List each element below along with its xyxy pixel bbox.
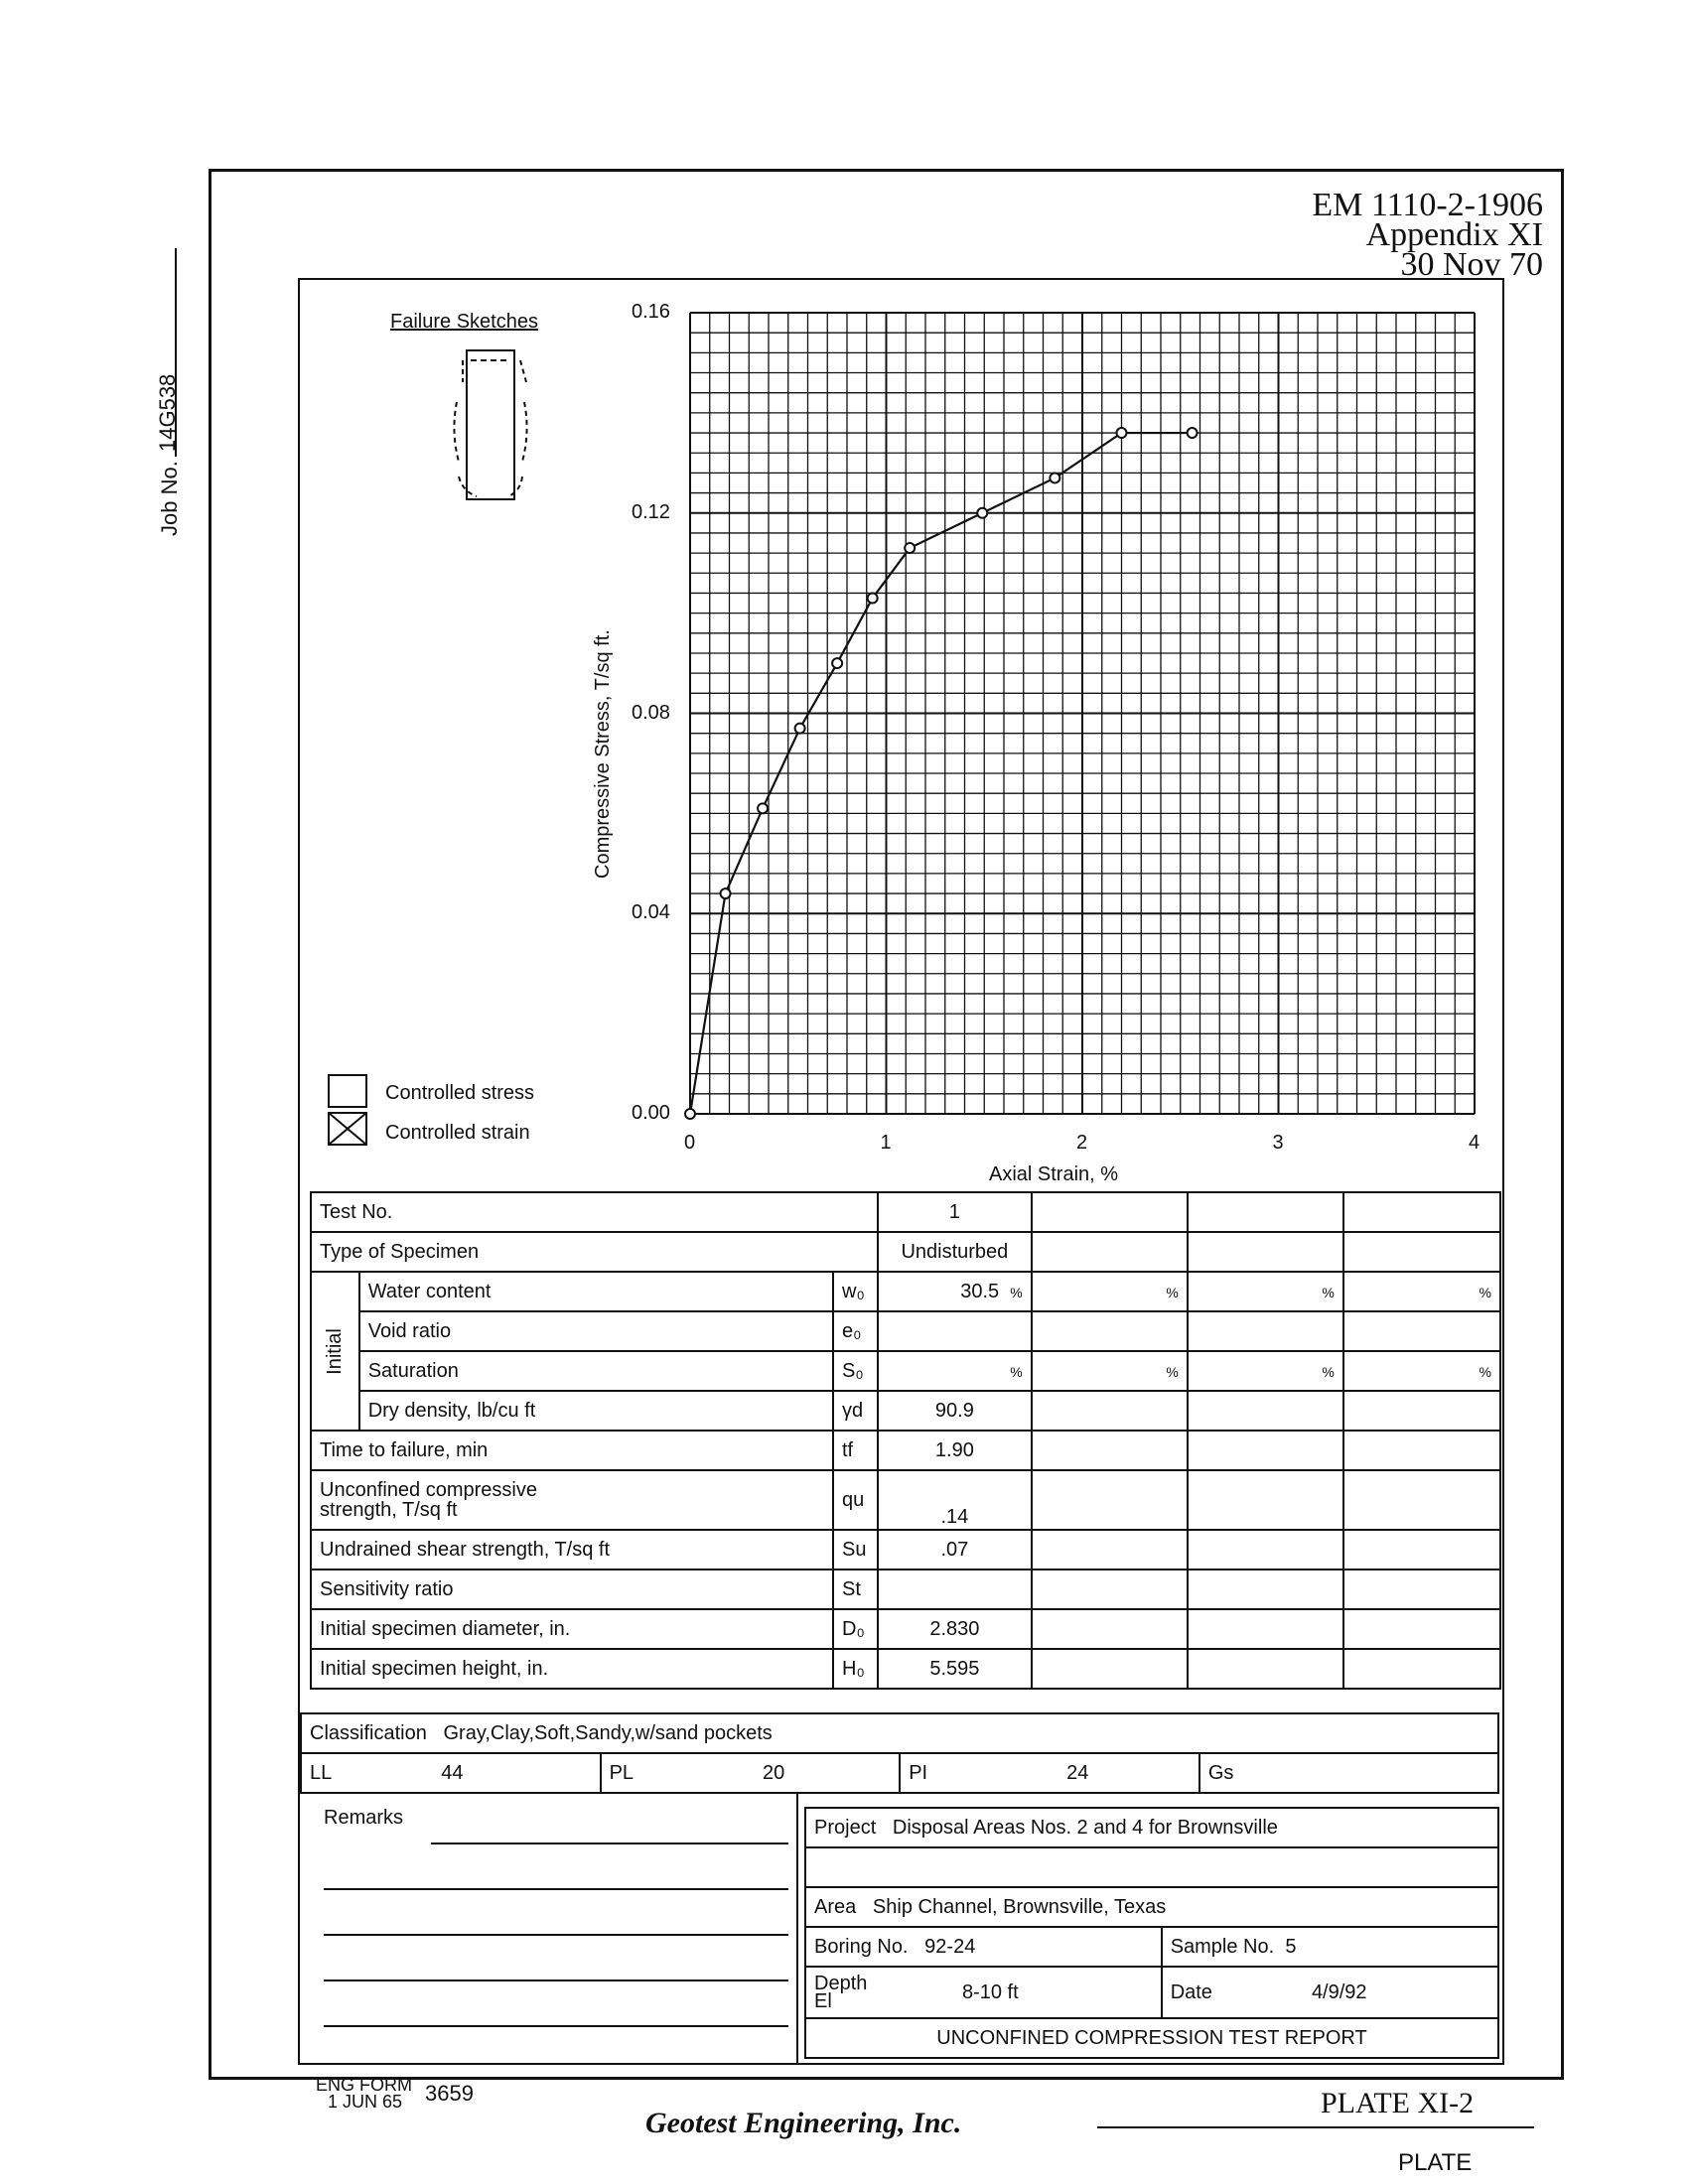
table-row-height [311, 1649, 1500, 1689]
x-tick-label: 1 [880, 1132, 892, 1154]
y-tick-label: 0.08 [632, 701, 670, 724]
saturation-label: Saturation [359, 1351, 833, 1391]
data-point [1050, 473, 1059, 482]
table-row-ucs [311, 1470, 1500, 1530]
void-label: Void ratio [359, 1311, 833, 1351]
ll-cell [301, 1753, 601, 1793]
water-label: Water content [359, 1272, 833, 1311]
eng-form [316, 2075, 474, 2112]
y-axis-label: Compressive Stress, T/sq ft. [592, 629, 614, 879]
date-cell [1162, 1967, 1498, 2018]
data-point [905, 543, 915, 553]
y-tick-label: 0.00 [632, 1102, 670, 1124]
shear-label: Undrained shear strength, T/sq ft [311, 1530, 833, 1570]
water-value-cell [878, 1272, 1032, 1311]
ucs-label-cell [311, 1470, 833, 1530]
height-value: 5.595 [878, 1649, 1032, 1689]
sample-label: Sample No. [1170, 1935, 1275, 1958]
water-unit-3: % [1322, 1284, 1335, 1300]
header-date: 30 Nov 70 [1400, 246, 1543, 283]
pi-value: 24 [1066, 1761, 1089, 1784]
remarks-label: Remarks [324, 1807, 404, 1829]
area-label: Area [814, 1895, 857, 1918]
table-row-void [311, 1311, 1500, 1351]
initial-label: Initial [323, 1327, 346, 1375]
table-row-dry-density [311, 1391, 1500, 1431]
job-number-value: 14G538 [155, 373, 180, 452]
pl-cell [601, 1753, 901, 1793]
project-value: Disposal Areas Nos. 2 and 4 for Brownsville [892, 1816, 1278, 1839]
x-tick-label: 3 [1272, 1132, 1284, 1154]
classification-value: Gray,Clay,Soft,Sandy,w/sand pockets [443, 1721, 773, 1744]
time-symbol: tf [833, 1431, 878, 1470]
company-name: Geotest Engineering, Inc. [645, 2107, 962, 2139]
data-point [758, 803, 768, 813]
initial-group-cell [311, 1272, 359, 1431]
controlled-stress-label: Controlled stress [385, 1082, 535, 1104]
data-point [721, 888, 731, 898]
controlled-stress-box [328, 1074, 367, 1108]
ucs-value: .14 [878, 1470, 1032, 1530]
date-label: Date [1170, 1980, 1212, 2003]
height-label: Initial specimen height, in. [311, 1649, 833, 1689]
boring-value: 92-24 [924, 1935, 976, 1958]
remarks-line-1 [431, 1843, 788, 1844]
dry-density-value: 90.9 [878, 1391, 1032, 1431]
table-row-water [311, 1272, 1500, 1311]
pl-value: 20 [763, 1761, 785, 1784]
saturation-unit-3: % [1322, 1363, 1335, 1380]
x-tick-label: 0 [684, 1132, 696, 1154]
classification-cell [301, 1713, 1498, 1753]
type-value: Undisturbed [878, 1232, 1032, 1272]
dry-density-symbol: γd [833, 1391, 878, 1431]
diameter-label: Initial specimen diameter, in. [311, 1609, 833, 1649]
plate-label: PLATE XI-2 [1321, 2087, 1475, 2119]
data-point [1117, 428, 1127, 438]
data-point [795, 724, 805, 734]
pl-label: PL [609, 1761, 634, 1784]
data-point [832, 658, 842, 668]
x-tick-label: 2 [1076, 1132, 1088, 1154]
depth-label: Depth [814, 1973, 868, 1994]
sensitivity-symbol: St [833, 1570, 878, 1609]
table-row-diameter [311, 1609, 1500, 1649]
header-em: EM 1110-2-1906 [1312, 187, 1543, 223]
data-point [868, 593, 878, 603]
void-symbol: e₀ [833, 1311, 878, 1351]
water-value: 30.5 [960, 1280, 1000, 1302]
shear-value: .07 [878, 1530, 1032, 1570]
dry-density-label: Dry density, lb/cu ft [359, 1391, 833, 1431]
sample-value: 5 [1285, 1935, 1297, 1958]
x-tick-label: 4 [1469, 1132, 1480, 1154]
boring-cell [805, 1927, 1162, 1967]
table-row-test-no [311, 1192, 1500, 1232]
sensitivity-label: Sensitivity ratio [311, 1570, 833, 1609]
boring-label: Boring No. [814, 1935, 909, 1958]
type-label: Type of Specimen [311, 1232, 878, 1272]
table-row-type [311, 1232, 1500, 1272]
depth-cell [805, 1967, 1162, 2018]
water-symbol: w₀ [833, 1272, 878, 1311]
data-point [977, 508, 987, 518]
ll-label: LL [310, 1761, 333, 1784]
x-axis-label: Axial Strain, % [989, 1163, 1119, 1185]
remarks-line-5 [324, 2025, 788, 2027]
ucs-label-line1: Unconfined compressive [320, 1479, 537, 1501]
water-unit-4: % [1479, 1284, 1491, 1300]
failure-sketch-icon [437, 342, 546, 511]
shear-symbol: Su [833, 1530, 878, 1570]
project-table [804, 1807, 1499, 2059]
failure-sketches-title: Failure Sketches [390, 311, 538, 333]
pi-label: PI [909, 1761, 928, 1784]
project-cell [805, 1808, 1498, 1847]
sample-cell [1162, 1927, 1498, 1967]
remarks-line-4 [324, 1979, 788, 1981]
diameter-symbol: D₀ [833, 1609, 878, 1649]
ll-value: 44 [441, 1761, 464, 1784]
table-row-saturation [311, 1351, 1500, 1391]
report-title: UNCONFINED COMPRESSION TEST REPORT [805, 2018, 1498, 2058]
diameter-value: 2.830 [878, 1609, 1032, 1649]
ucs-symbol: qu [833, 1470, 878, 1530]
el-label: El [814, 1990, 832, 2012]
remarks-area [300, 1793, 798, 2065]
y-tick-label: 0.16 [632, 301, 670, 323]
saturation-unit-1: % [1010, 1363, 1023, 1380]
header-appendix: Appendix XI [1365, 216, 1543, 253]
footer-rule-right [1097, 2126, 1534, 2128]
date-value: 4/9/92 [1311, 1980, 1367, 2003]
pi-cell [900, 1753, 1199, 1793]
depth-value: 8-10 ft [961, 1981, 1019, 2003]
saturation-symbol: S₀ [833, 1351, 878, 1391]
table-row-time [311, 1431, 1500, 1470]
project-label: Project [814, 1816, 877, 1839]
saturation-unit-2: % [1166, 1363, 1179, 1380]
data-point [1188, 428, 1198, 438]
ucs-label-line2: strength, T/sq ft [320, 1499, 458, 1521]
plate-bottom-label: PLATE [1398, 2149, 1473, 2176]
document-header [1312, 187, 1543, 283]
test-data-table [310, 1191, 1501, 1690]
classification-table [300, 1712, 1499, 1794]
project-blank-row [805, 1847, 1498, 1887]
time-value: 1.90 [878, 1431, 1032, 1470]
water-unit-2: % [1166, 1284, 1179, 1300]
controlled-strain-label: Controlled strain [385, 1122, 530, 1144]
stress-strain-chart [675, 298, 1489, 1132]
test-no-value: 1 [878, 1192, 1032, 1232]
height-symbol: H₀ [833, 1649, 878, 1689]
controlled-strain-box [328, 1112, 367, 1146]
gs-label: Gs [1207, 1761, 1234, 1784]
y-tick-label: 0.12 [632, 500, 670, 523]
test-no-label: Test No. [311, 1192, 878, 1232]
job-number-label: Job No. [157, 461, 182, 536]
remarks-line-2 [324, 1888, 788, 1890]
area-value: Ship Channel, Brownsville, Texas [872, 1895, 1167, 1918]
gs-cell [1199, 1753, 1498, 1793]
table-row-sensitivity [311, 1570, 1500, 1609]
area-cell [805, 1887, 1498, 1927]
remarks-line-3 [324, 1934, 788, 1936]
water-unit: % [1010, 1284, 1023, 1300]
table-row-shear [311, 1530, 1500, 1570]
saturation-unit-4: % [1479, 1363, 1491, 1380]
y-tick-label: 0.04 [632, 901, 670, 924]
job-number [127, 248, 187, 566]
eng-form-line2: 1 JUN 65 [328, 2092, 403, 2112]
time-label: Time to failure, min [311, 1431, 833, 1470]
eng-form-line1: ENG FORM [316, 2075, 412, 2095]
data-point [685, 1109, 695, 1119]
classification-label: Classification [310, 1721, 427, 1744]
eng-form-number: 3659 [425, 2081, 474, 2106]
